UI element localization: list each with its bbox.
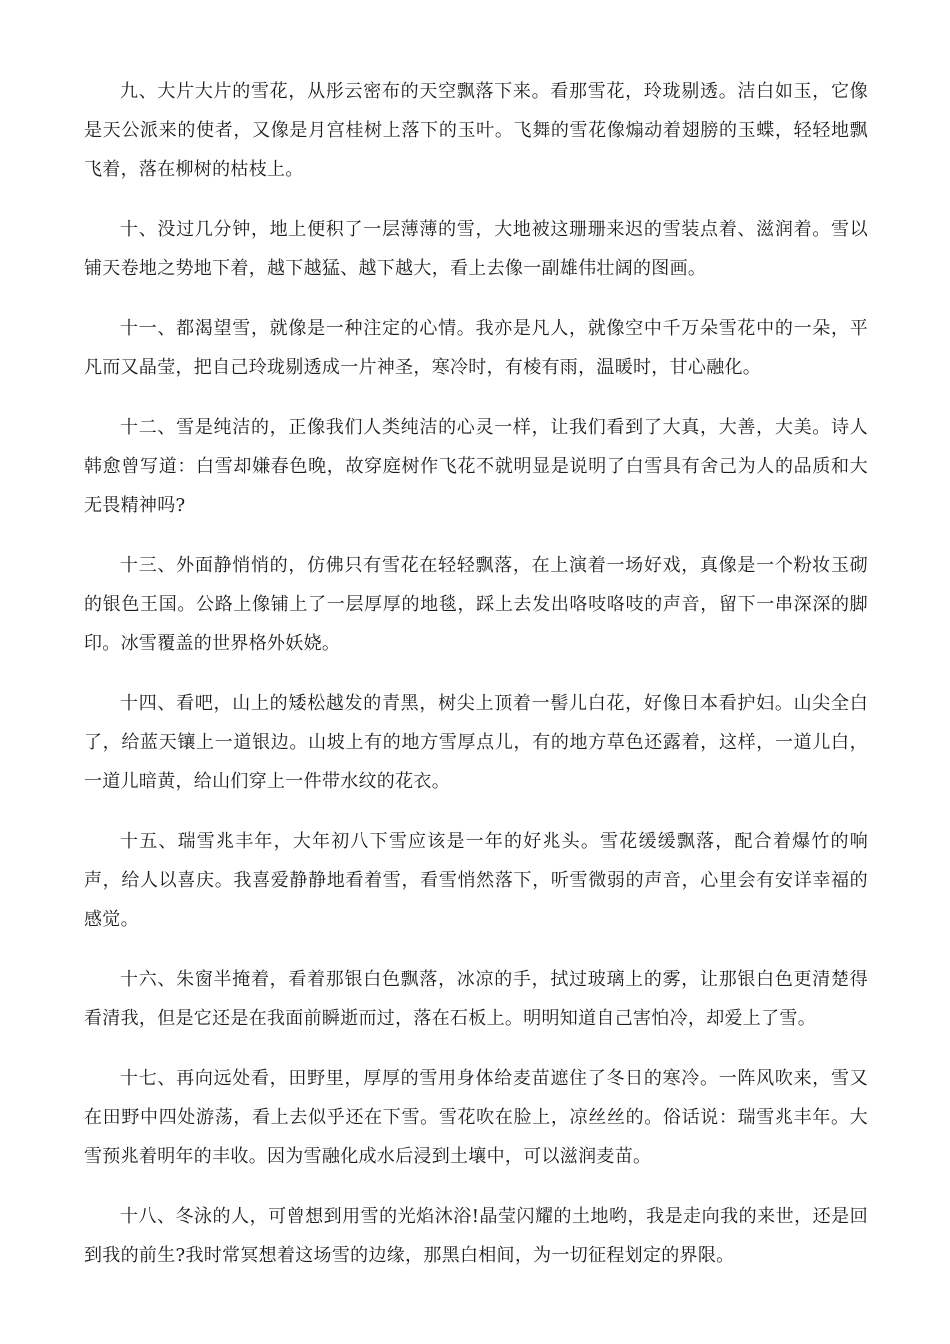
paragraph-14: 十四、看吧，山上的矮松越发的青黑，树尖上顶着一髻儿白花，好像日本看护妇。山尖全白了，给蓝天镶上一道银边。山坡上有的地方雪厚点儿，有的地方草色还露着，这样，一道儿白，一道儿暗黄，给山们穿上一件带水纹的花衣。 bbox=[84, 693, 868, 792]
paragraph-10: 十、没过几分钟，地上便积了一层薄薄的雪，大地被这珊珊来迟的雪装点着、滋润着。雪以铺天卷地之势地下着，越下越猛、越下越大，看上去像一副雄伟壮阔的图画。 bbox=[84, 219, 868, 279]
paragraph-11: 十一、都渴望雪，就像是一种注定的心情。我亦是凡人，就像空中千万朵雪花中的一朵，平凡而又晶莹，把自己玲珑剔透成一片神圣，寒冷时，有棱有雨，温暖时，甘心融化。 bbox=[84, 318, 868, 378]
paragraph-13: 十三、外面静悄悄的，仿佛只有雪花在轻轻飘落，在上演着一场好戏，真像是一个粉妆玉砌的银色王国。公路上像铺上了一层厚厚的地毯，踩上去发出咯吱咯吱的声音，留下一串深深的脚印。冰雪覆盖的世界格外妖娆。 bbox=[84, 555, 868, 654]
paragraph-12: 十二、雪是纯洁的，正像我们人类纯洁的心灵一样，让我们看到了大真，大善，大美。诗人韩愈曾写道：白雪却嫌春色晚，故穿庭树作飞花不就明显是说明了白雪具有舍己为人的品质和大无畏精神吗? bbox=[84, 417, 868, 516]
paragraph-16: 十六、朱窗半掩着，看着那银白色飘落，冰凉的手，拭过玻璃上的雾，让那银白色更清楚得看清我，但是它还是在我面前瞬逝而过，落在石板上。明明知道自己害怕冷，却爱上了雪。 bbox=[84, 969, 868, 1029]
paragraph-18: 十八、冬泳的人，可曾想到用雪的光焰沐浴!晶莹闪耀的土地哟，我是走向我的来世，还是回到我的前生?我时常冥想着这场雪的边缘，那黑白相间，为一切征程划定的界限。 bbox=[84, 1206, 868, 1266]
document-body bbox=[84, 72, 868, 1296]
paragraph-9: 九、大片大片的雪花，从彤云密布的天空飘落下来。看那雪花，玲珑剔透。洁白如玉，它像是天公派来的使者，又像是月宫桂树上落下的玉叶。飞舞的雪花像煽动着翅膀的玉蝶，轻轻地飘飞着，落在柳树的枯枝上。 bbox=[84, 81, 868, 180]
paragraph-15: 十五、瑞雪兆丰年，大年初八下雪应该是一年的好兆头。雪花缓缓飘落，配合着爆竹的响声，给人以喜庆。我喜爱静静地看着雪，看雪悄然落下，听雪微弱的声音，心里会有安详幸福的感觉。 bbox=[84, 831, 868, 930]
paragraph-17: 十七、再向远处看，田野里，厚厚的雪用身体给麦苗遮住了冬日的寒冷。一阵风吹来，雪又在田野中四处游荡，看上去似乎还在下雪。雪花吹在脸上，凉丝丝的。俗话说：瑞雪兆丰年。大雪预兆着明年的丰收。因为雪融化成水后浸到土壤中，可以滋润麦苗。 bbox=[84, 1068, 868, 1167]
